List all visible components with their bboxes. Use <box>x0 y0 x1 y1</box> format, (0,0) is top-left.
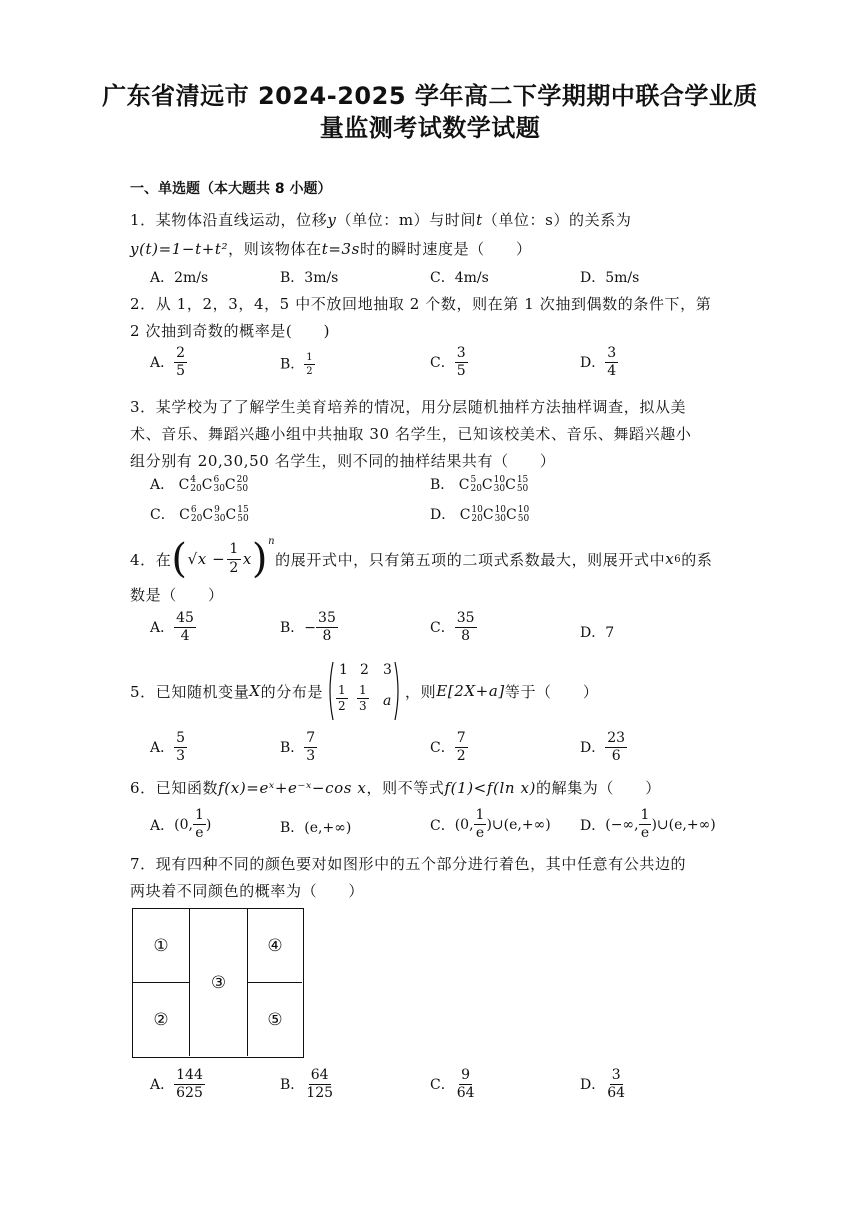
q6-line1 <box>130 777 661 798</box>
option-label: B． <box>280 1076 305 1093</box>
region-1: ① <box>133 909 190 983</box>
region-4: ④ <box>247 909 302 983</box>
option-label: C． <box>430 354 455 371</box>
option-label: A． <box>150 739 175 756</box>
frac-num: 7 <box>304 731 317 748</box>
q4-exp-n: n <box>268 536 276 547</box>
q4-option-b[interactable] <box>280 611 338 645</box>
q5-option-a[interactable] <box>150 731 187 765</box>
frac-num: 1 <box>639 808 652 825</box>
q1-line2 <box>130 238 532 259</box>
q5-option-d[interactable] <box>580 731 627 765</box>
q1-unit-m: m <box>398 211 414 229</box>
c-sub: 50 <box>236 484 249 494</box>
interval-open: (0, <box>174 816 193 833</box>
exam-title-line1: 广东省清远市 2024-2025 学年高二下学期期中联合学业质 <box>102 82 758 110</box>
option-value: (e,+∞) <box>304 820 352 836</box>
c-sup: 10 <box>517 505 530 515</box>
frac-den: e <box>195 825 204 842</box>
c-sub: 30 <box>494 514 507 524</box>
q1-text: 1．某物体沿直线运动，位移 <box>130 211 328 229</box>
paren-right: ) <box>251 536 269 582</box>
q5-expectation: E[2X+a] <box>436 682 505 700</box>
q1-text: （单位： <box>482 211 546 229</box>
q6-option-d[interactable] <box>580 808 716 842</box>
frac-den: 3 <box>306 748 316 765</box>
frac-den: 2 <box>306 366 313 377</box>
option-label: B． <box>430 477 455 493</box>
q3-option-c[interactable]: C． C 6 20 C 9 30 C 15 50 <box>150 505 249 524</box>
option-label: B． <box>280 619 305 636</box>
c-sup: 10 <box>494 505 507 515</box>
q6-option-b[interactable] <box>280 817 351 837</box>
frac-den: 625 <box>176 1085 203 1102</box>
frac-den: 4 <box>180 628 190 645</box>
frac-num: 1 <box>193 808 206 825</box>
frac-num: 1 <box>227 542 241 559</box>
option-label: D． <box>430 507 456 523</box>
q6-function: f(x)=eˣ+e⁻ˣ−cos x <box>218 779 367 797</box>
option-label: C． <box>430 739 455 756</box>
c-sub: 30 <box>214 514 226 524</box>
option-label: D． <box>580 739 606 756</box>
region-2: ② <box>133 983 190 1056</box>
q5-text: 等于（ ） <box>504 682 599 701</box>
q3-option-b[interactable]: B． C 5 20 C 10 30 C 15 50 <box>430 475 529 494</box>
q6-option-a[interactable] <box>150 808 211 842</box>
interval-open: (−∞, <box>605 816 639 833</box>
q1-option-a[interactable]: A．2m/s <box>150 270 209 286</box>
q6-text: 的解集为（ ） <box>536 779 661 797</box>
q2-line1: 2．从 1，2，3，4，5 中不放回地抽取 2 个数，则在第 1 次抽到偶数的条件下，第 <box>130 295 712 313</box>
c-sub: 50 <box>517 514 530 524</box>
q4-option-a[interactable] <box>150 611 196 645</box>
frac-num: 23 <box>605 731 627 748</box>
interval-close: )∪(e,+∞) <box>651 816 716 833</box>
paren-left: ( <box>171 536 188 582</box>
q1-text: ）的关系为 <box>553 211 632 229</box>
q4-text: 的展开式中，只有第五项的二项式系数最大，则展开式中 <box>275 550 666 569</box>
c-sup: 15 <box>237 505 249 515</box>
c-sub: 20 <box>190 484 202 494</box>
option-label: A． <box>150 354 175 371</box>
q5-line1 <box>130 660 598 722</box>
option-label: D． <box>580 354 606 371</box>
frac-num: 7 <box>455 731 468 748</box>
frac-den: 2 <box>338 699 347 714</box>
frac-num: 144 <box>174 1068 205 1085</box>
region-3: ③ <box>210 972 227 993</box>
option-label: A． <box>150 1076 175 1093</box>
frac-num: 3 <box>610 1068 623 1085</box>
q4-line2: 数是（ ） <box>130 586 224 604</box>
q3-option-d[interactable]: D． C 10 20 C 10 30 C 10 50 <box>430 505 530 524</box>
frac-den: 2 <box>229 559 239 576</box>
frac-den: 5 <box>176 363 186 380</box>
q4-var-x: x <box>242 550 252 568</box>
distribution-matrix <box>327 660 401 722</box>
option-value: 7 <box>605 625 615 641</box>
q1-option-c[interactable]: C．4m/s <box>430 270 489 286</box>
c-sup: 10 <box>471 505 483 515</box>
frac-den: 64 <box>456 1085 475 1102</box>
frac-den: 125 <box>306 1085 334 1102</box>
q2-option-d[interactable] <box>580 346 618 380</box>
q4-line1 <box>130 536 712 582</box>
c-sup: 6 <box>190 505 197 515</box>
option-label: C． <box>430 1076 455 1093</box>
q2-option-b[interactable] <box>280 352 315 377</box>
c-sub: 50 <box>516 484 529 494</box>
option-label: B． <box>280 356 305 373</box>
q1-option-d[interactable]: D．5m/s <box>580 270 640 286</box>
frac-den: 6 <box>611 748 621 765</box>
frac-num: 35 <box>316 611 338 628</box>
frac-num: 1 <box>474 808 487 825</box>
q7-line2: 两块着不同颜色的概率为（ ） <box>130 882 365 900</box>
q7-line1: 7．现有四种不同的颜色要对如图形中的五个部分进行着色，其中任意有公共边的 <box>130 855 687 873</box>
q2-line2: 2 次抽到奇数的概率是( ) <box>130 322 331 340</box>
c-sub: 30 <box>493 484 506 494</box>
frac-den: 5 <box>456 363 466 380</box>
q5-option-c[interactable] <box>430 731 468 765</box>
option-label: D． <box>580 817 606 834</box>
coloring-figure <box>132 908 304 1058</box>
q5-text: 的分布是 <box>260 682 324 701</box>
frac-den: 8 <box>322 628 332 645</box>
c-sup: 10 <box>493 475 506 485</box>
option-label: C． <box>430 817 455 834</box>
interval-close: )∪(e,+∞) <box>486 816 551 833</box>
frac-den: 4 <box>607 363 617 380</box>
q4-sqrt-term: √x − <box>187 550 226 568</box>
q6-text: 6．已知函数 <box>130 779 219 797</box>
q7-option-b[interactable] <box>280 1068 335 1102</box>
q3-option-a[interactable]: A． C 4 20 C 6 30 C 20 50 <box>150 475 249 494</box>
c-sup: 4 <box>190 475 197 485</box>
q4-var-x: x <box>665 550 675 568</box>
c-sub: 50 <box>237 514 249 524</box>
q5-text: 5．已知随机变量 <box>130 682 250 701</box>
q5-option-b[interactable] <box>280 731 317 765</box>
frac-num: 35 <box>455 611 477 628</box>
frac-den: 3 <box>359 699 368 714</box>
q7-option-d[interactable] <box>580 1068 627 1102</box>
q5-text: ，则 <box>405 682 437 701</box>
option-label: A． <box>150 619 175 636</box>
q4-exp-6: 6 <box>674 553 682 565</box>
option-label: D． <box>580 1076 606 1093</box>
c-sub: 20 <box>471 514 483 524</box>
region-5: ⑤ <box>247 983 302 1056</box>
option-label: C． <box>430 619 455 636</box>
q6-text: ，则不等式 <box>366 779 445 797</box>
interval-open: (0, <box>454 816 474 833</box>
option-label: B． <box>280 820 305 836</box>
q1-text: ）与时间 <box>413 211 477 229</box>
option-label: B． <box>280 739 305 756</box>
q6-option-c[interactable] <box>430 808 551 842</box>
q1-text: ，则该物体在 <box>228 240 322 258</box>
frac-num: 1 <box>336 684 348 699</box>
q4-text: 4．在 <box>130 550 172 569</box>
c-sup: 15 <box>516 475 529 485</box>
q4-option-c[interactable] <box>430 611 477 645</box>
frac-num: 1 <box>357 684 369 699</box>
frac-num: 3 <box>455 346 468 363</box>
matrix-cell: 3 <box>383 662 393 678</box>
frac-num: 64 <box>309 1068 331 1085</box>
option-label: A． <box>150 817 175 834</box>
q1-var-y: y <box>327 211 337 229</box>
q2-option-a[interactable] <box>150 346 187 380</box>
q1-formula: y(t)=1−t+t² <box>130 240 229 258</box>
option-label: A． <box>150 477 175 493</box>
frac-num: 1 <box>306 352 313 363</box>
q7-option-a[interactable] <box>150 1068 205 1102</box>
option-label: C． <box>150 507 175 523</box>
matrix-cell: 2 <box>360 662 370 678</box>
c-sub: 20 <box>470 484 482 494</box>
q1-line1 <box>130 209 631 230</box>
c-sup: 5 <box>470 475 477 485</box>
section-heading: 一、单选题（本大题共 8 小题） <box>130 181 332 197</box>
frac-den: 2 <box>456 748 466 765</box>
c-sup: 20 <box>236 475 249 485</box>
q4-option-d[interactable] <box>580 622 614 642</box>
exam-title-line2: 量监测考试数学试题 <box>319 114 541 142</box>
minus-sign: − <box>304 619 317 636</box>
q4-text: 的系 <box>681 550 713 569</box>
c-sub: 20 <box>190 514 203 524</box>
frac-num: 5 <box>174 731 187 748</box>
q1-text: （单位： <box>336 211 399 229</box>
option-label: D． <box>580 625 606 641</box>
frac-num: 45 <box>174 611 196 628</box>
q1-var-t: t <box>476 211 483 229</box>
q2-option-c[interactable] <box>430 346 468 380</box>
frac-num: 2 <box>174 346 187 363</box>
frac-den: e <box>640 825 650 842</box>
q1-time: t=3s <box>321 240 360 258</box>
matrix-cell: 1 <box>339 662 349 678</box>
frac-num: 3 <box>605 346 618 363</box>
frac-num: 9 <box>459 1068 472 1085</box>
frac-den: e <box>475 825 485 842</box>
q1-unit-s: s <box>545 211 554 229</box>
q3-line2: 术、音乐、舞蹈兴趣小组中共抽取 30 名学生，已知该校美术、音乐、舞蹈兴趣小 <box>130 425 692 443</box>
c-sup: 6 <box>213 475 220 485</box>
q3-line1: 3．某学校为了了解学生美育培养的情况，用分层随机抽样方法抽样调查，拟从美 <box>130 398 687 416</box>
q7-option-c[interactable] <box>430 1068 477 1102</box>
c-sup: 9 <box>214 505 220 515</box>
matrix-cell: a <box>383 693 392 709</box>
interval-close: ) <box>205 816 212 833</box>
q5-var-x: X <box>249 682 261 700</box>
q6-inequality: f(1)<f(ln x) <box>444 779 536 797</box>
frac-den: 3 <box>176 748 186 765</box>
q1-option-b[interactable]: B．3m/s <box>280 270 339 286</box>
q3-line3: 组分别有 20,30,50 名学生，则不同的抽样结果共有（ ） <box>130 452 556 470</box>
c-sub: 30 <box>213 484 225 494</box>
frac-den: 64 <box>607 1085 626 1102</box>
q1-text: 时的瞬时速度是（ ） <box>359 240 532 258</box>
frac-den: 8 <box>461 628 471 645</box>
